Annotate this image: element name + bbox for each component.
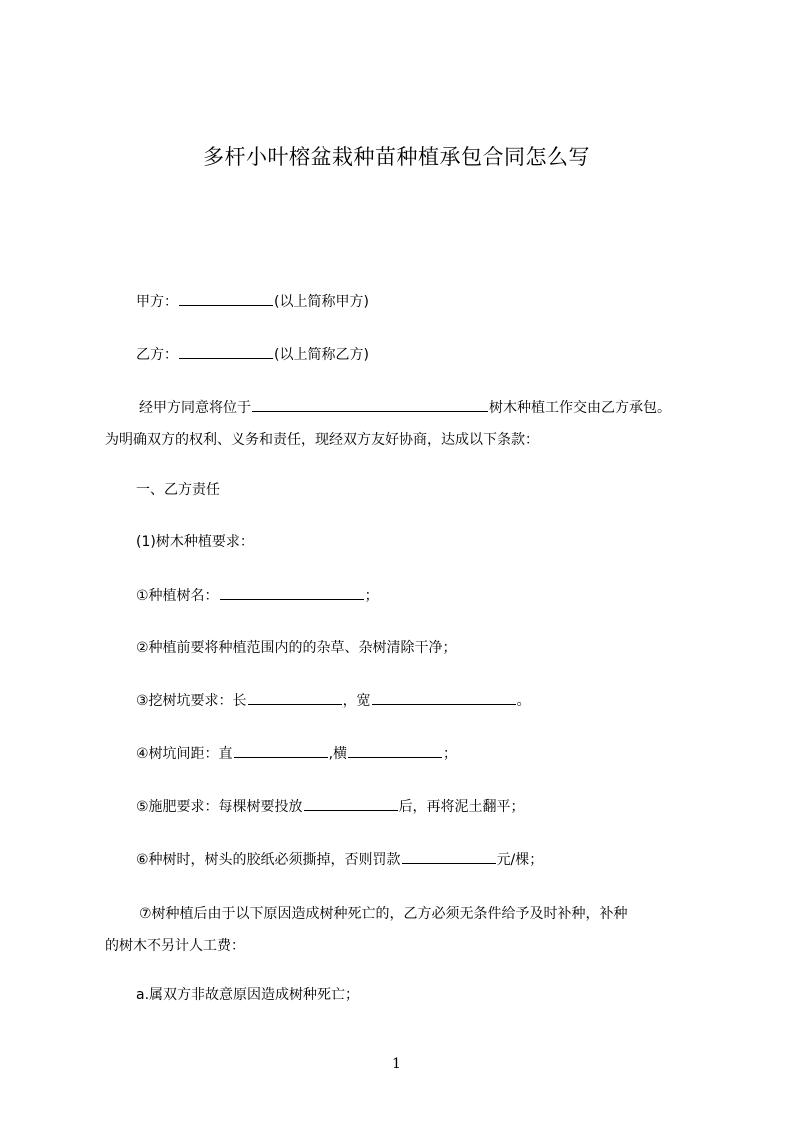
page-number: 1 <box>392 1056 401 1072</box>
party-b-suffix: (以上简称乙方) <box>274 347 369 363</box>
intro-paragraph <box>105 392 705 456</box>
item1-line <box>136 585 379 606</box>
item4-mid: ,横 <box>328 746 348 762</box>
horizontal-spacing-blank <box>348 743 442 758</box>
item7-line1: ⑦树种植后由于以下原因造成树种死亡的，乙方必须无条件给予及时补种，补种 <box>139 906 628 922</box>
subsection1-heading: (1)树木种植要求： <box>136 534 254 550</box>
item7-paragraph <box>105 898 705 962</box>
item1-suffix: ； <box>364 588 379 604</box>
item4-suffix: ； <box>443 746 458 762</box>
intro-line2: 为明确双方的权利、义务和责任，现经双方友好协商，达成以下条款： <box>105 432 539 448</box>
fine-blank <box>402 849 496 864</box>
item6-line <box>136 849 543 870</box>
item5-line <box>136 796 525 817</box>
item1-prefix: ①种植树名： <box>136 588 219 604</box>
tree-name-blank <box>220 585 364 600</box>
section1-heading: 一、乙方责任 <box>136 482 220 498</box>
fertilizer-blank <box>304 796 398 811</box>
party-b-label: 乙方： <box>136 347 178 363</box>
item-a-line: a.属双方非故意原因造成树种死亡； <box>136 987 360 1003</box>
party-a-label: 甲方： <box>136 294 178 310</box>
party-a-line <box>136 291 369 312</box>
intro-suffix: 树木种植工作交由乙方承包。 <box>489 400 671 416</box>
party-b-blank <box>179 344 273 359</box>
vertical-spacing-blank <box>234 743 328 758</box>
item5-prefix: ⑤施肥要求：每棵树要投放 <box>136 799 303 815</box>
item3-mid: ，宽 <box>342 693 371 709</box>
item3-line <box>136 690 531 711</box>
party-b-line <box>136 344 369 365</box>
item3-prefix: ③挖树坑要求：长 <box>136 693 247 709</box>
item5-suffix: 后，再将泥土翻平； <box>398 799 525 815</box>
item6-suffix: 元/棵； <box>496 852 544 868</box>
item2-line: ②种植前要将种植范围内的的杂草、杂树清除干净； <box>136 640 457 656</box>
intro-prefix: 经甲方同意将位于 <box>139 400 251 416</box>
item7-line2: 的树木不另计人工费： <box>105 938 245 954</box>
item4-line <box>136 743 457 764</box>
party-a-blank <box>179 291 273 306</box>
location-blank <box>252 397 488 412</box>
document-title: 多杆小叶榕盆栽种苗种植承包合同怎么写 <box>203 145 590 169</box>
item4-prefix: ④树坑间距：直 <box>136 746 233 762</box>
width-blank <box>372 690 516 705</box>
item3-suffix: 。 <box>516 693 531 709</box>
party-a-suffix: (以上简称甲方) <box>274 294 369 310</box>
length-blank <box>248 690 342 705</box>
item6-prefix: ⑥种树时，树头的胶纸必须撕掉，否则罚款 <box>136 852 401 868</box>
